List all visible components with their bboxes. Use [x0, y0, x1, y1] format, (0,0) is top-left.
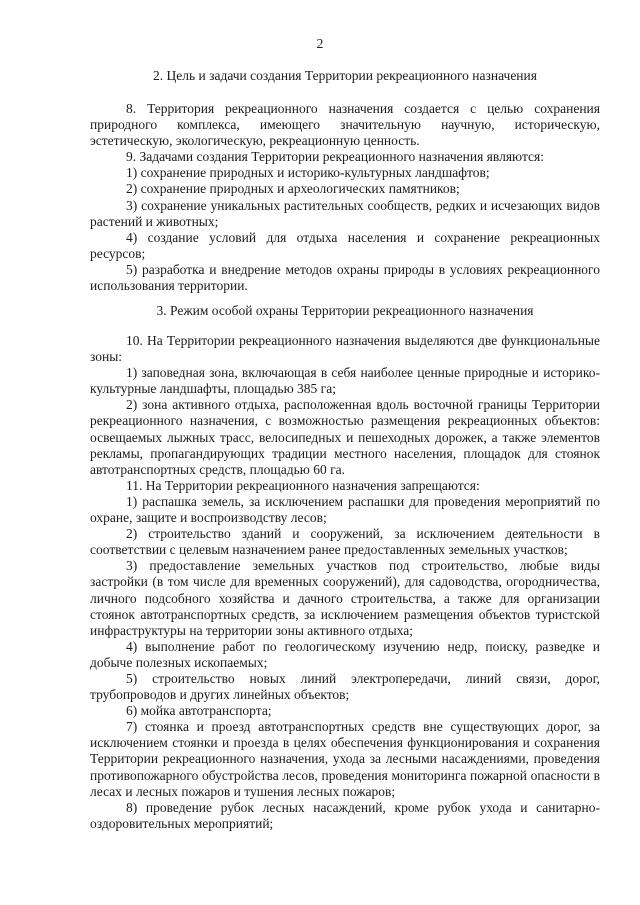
- section-3-body: [90, 333, 600, 832]
- list-item: 1) распашка земель, за исключением распашки для проведения мероприятий по охране, защите и воспроизводству лесов;: [90, 493, 600, 526]
- paragraph: 10. На Территории рекреационного назначения выделяются две функциональные зоны:: [90, 333, 600, 365]
- list-item: 7) стоянка и проезд автотранспортных средств вне существующих дорог, за исключением стоянки и проезда в целях обеспечения функционирования и сохранения Территории рекреационного назначения, ухода за лесными насаждениями, проведения противопожарного обустройства лесов, проведения мониторинга пожарной опасности в лесах и лесных пожаров и тушения лесных пожаров;: [90, 719, 600, 799]
- list-item: 5) разработка и внедрение методов охраны природы в условиях рекреационного использования территории.: [90, 261, 600, 294]
- page-number: 2: [316, 36, 324, 51]
- list-item: 3) предоставление земельных участков под строительство, любые виды застройки (в том числе для временных сооружений), для садоводства, огородничества, личного подсобного хозяйства и дачного строительства, а также для организации стоянок автотранспортных средств, за исключением размещения объектов туристской инфраструктуры на территории зоны активного отдыха;: [90, 558, 600, 638]
- list-item: 1) заповедная зона, включающая в себя наиболее ценные природные и историко-культурные ландшафты, площадью 385 га;: [90, 365, 600, 397]
- list-item: 4) создание условий для отдыха населения и сохранение рекреационных ресурсов;: [90, 229, 600, 261]
- paragraph: 11. На Территории рекреационного назначения запрещаются:: [126, 477, 480, 493]
- list-item: 4) выполнение работ по геологическому изучению недр, поиску, разведке и добыче полезных ископаемых;: [90, 638, 600, 670]
- list-item: 2) строительство зданий и сооружений, за исключением деятельности в соответствии с целевым назначением ранее предоставленных земельных участков;: [90, 526, 600, 558]
- list-item: 8) проведение рубок лесных насаждений, кроме рубок ухода и санитарно-оздоровительных мероприятий;: [90, 799, 600, 831]
- section-3-title: 3. Режим особой охраны Территории рекреационного назначения: [156, 303, 534, 318]
- list-item: 6) мойка автотранспорта;: [126, 703, 272, 719]
- list-item: 3) сохранение уникальных растительных сообществ, редких и исчезающих видов растений и животных;: [90, 197, 600, 229]
- section-2-title: 2. Цель и задачи создания Территории рекреационного назначения: [153, 68, 537, 83]
- section-2-body: [90, 101, 600, 294]
- list-item: 2) сохранение природных и археологических памятников;: [126, 181, 460, 197]
- list-item: 2) зона активного отдыха, расположенная вдоль восточной границы Территории рекреационного назначения, с возможностью размещения рекреационных объектов: освещаемых лыжных трасс, велосипедных и пешеходных дорожек, а также элементов рекламы, пропагандирующих традиции местного населения, площадок для стоянок автотранспортных средств, площадью 60 га.: [90, 397, 600, 477]
- list-item: 1) сохранение природных и историко-культурных ландшафтов;: [126, 165, 490, 181]
- paragraph: 9. Задачами создания Территории рекреационного назначения являются:: [126, 149, 544, 165]
- paragraph: 8. Территория рекреационного назначения создается с целью сохранения природного комплекса, имеющего значительную научную, историческую, эстетическую, экологическую, рекреационную ценность.: [90, 101, 600, 149]
- list-item: 5) строительство новых линий электропередачи, линий связи, дорог, трубопроводов и других линейных объектов;: [90, 670, 600, 703]
